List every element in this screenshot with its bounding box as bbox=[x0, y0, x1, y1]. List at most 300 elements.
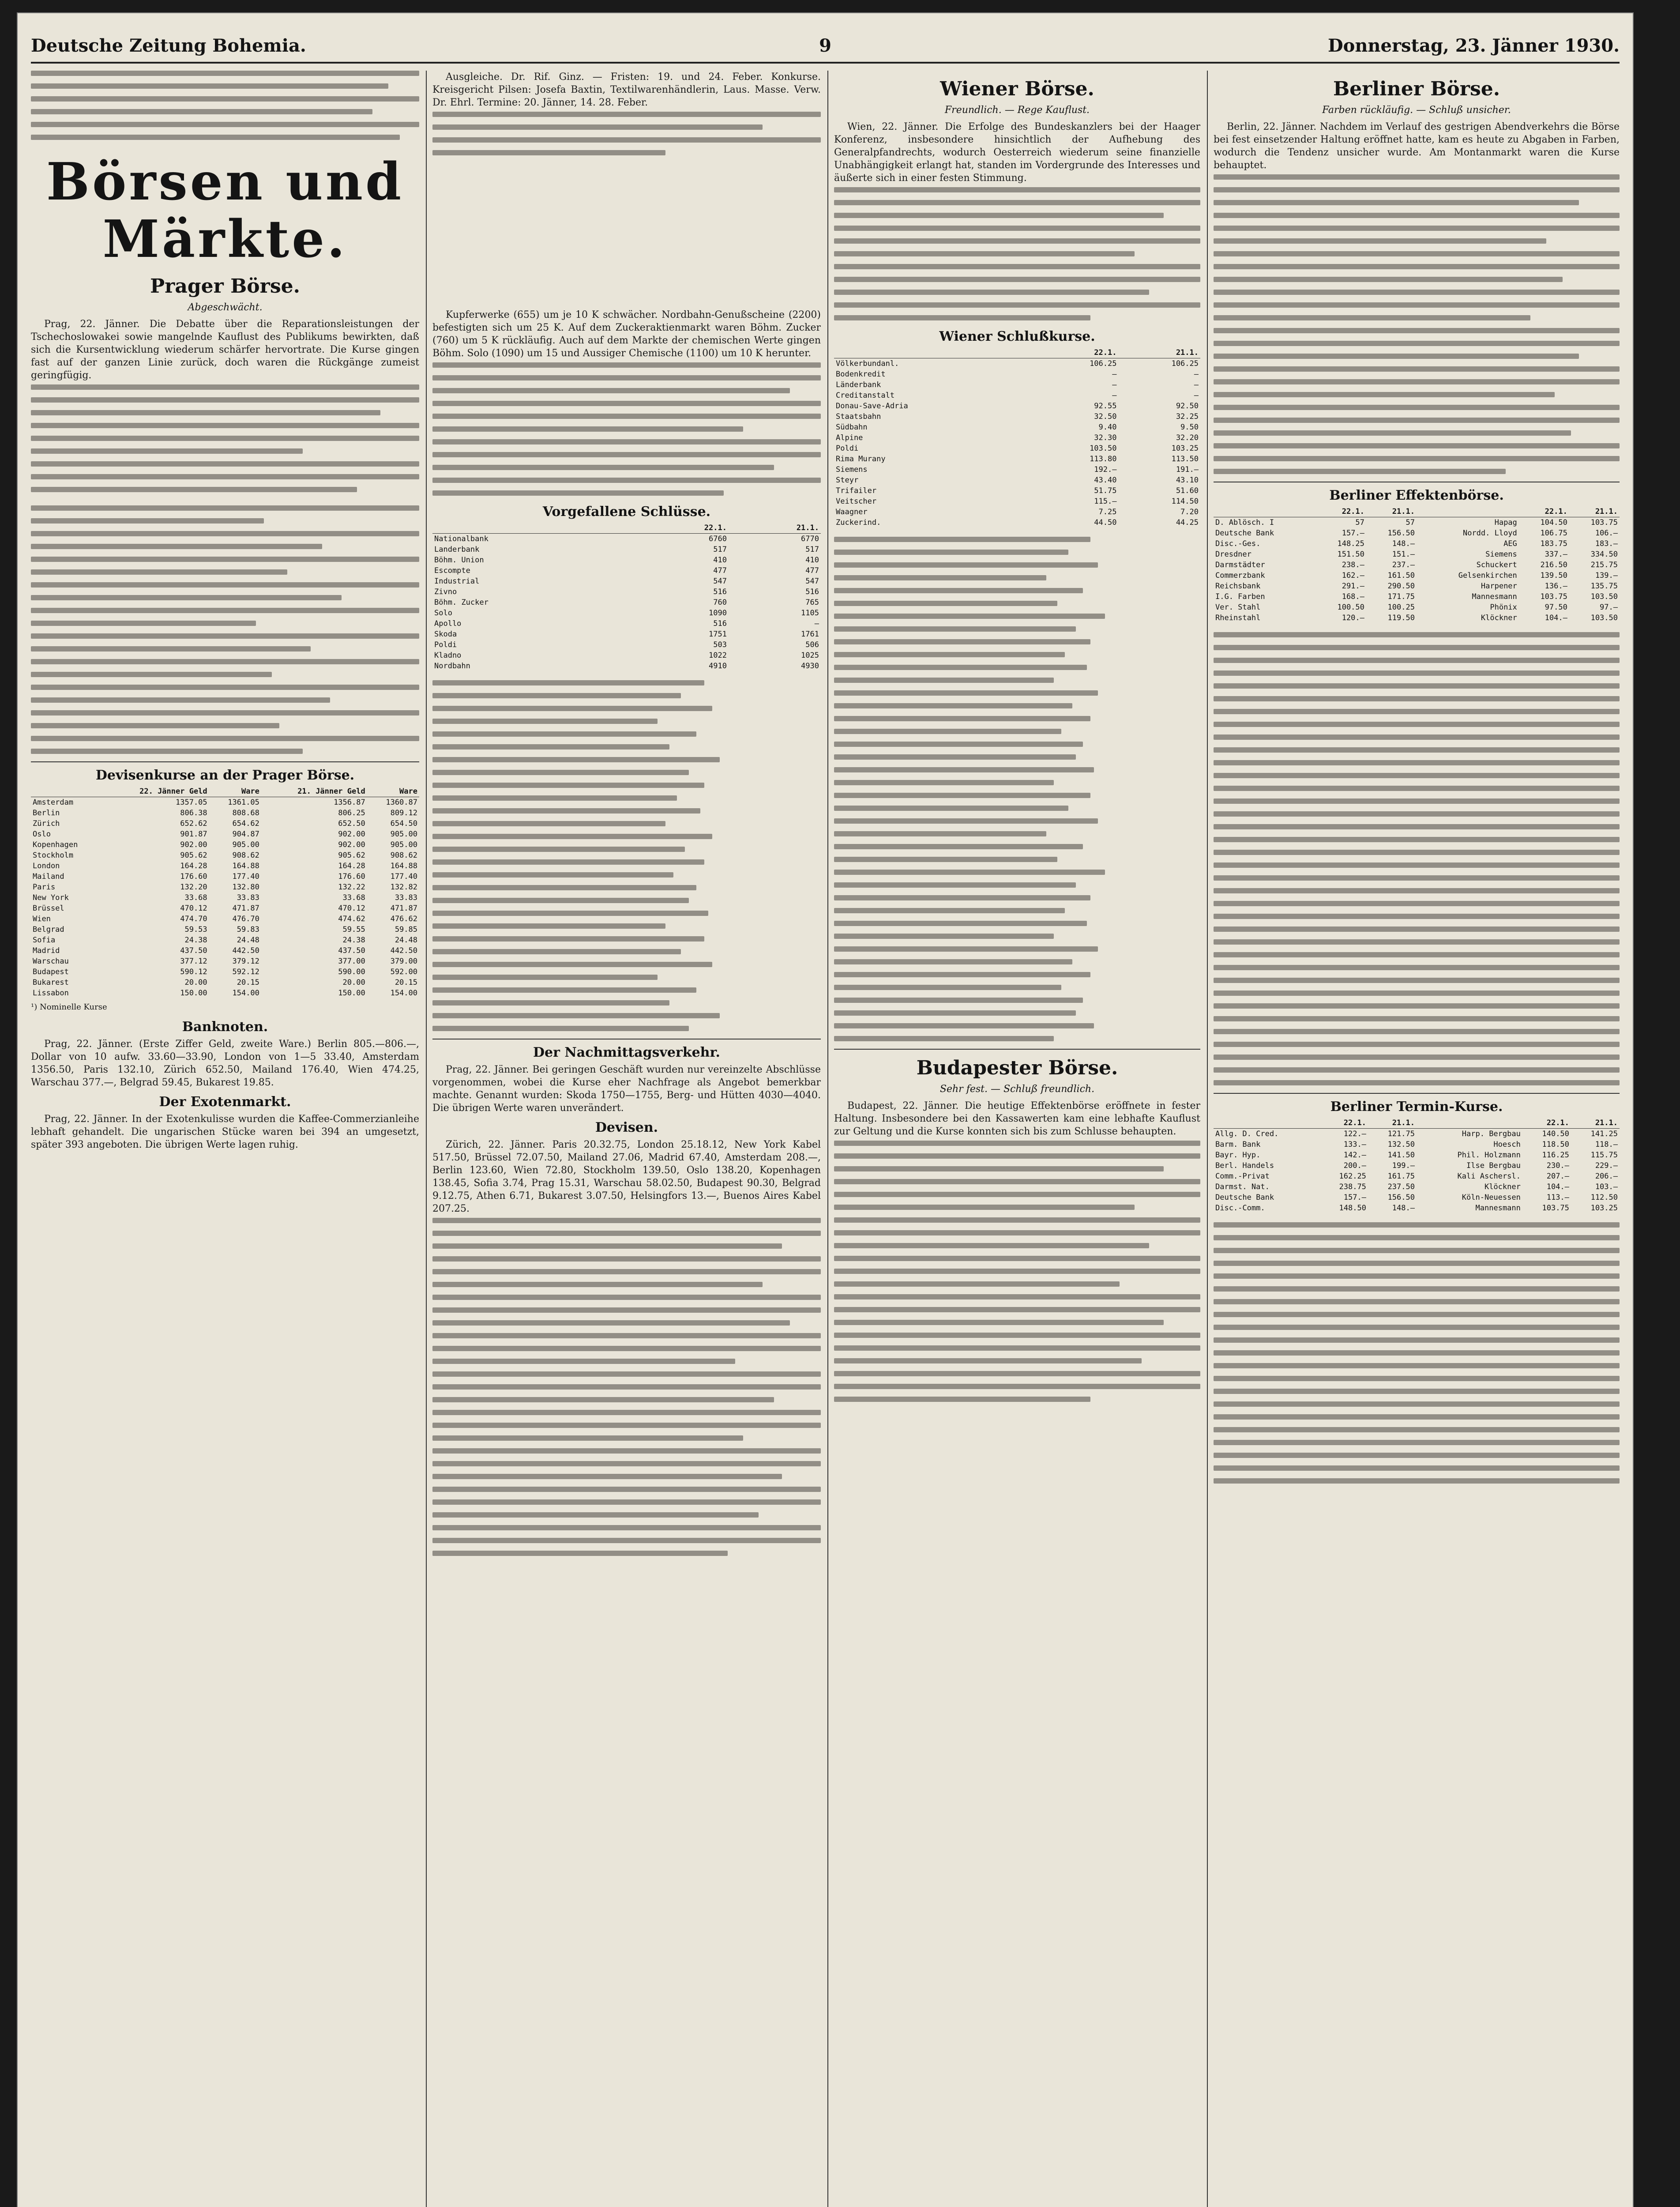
effekten-cell: 183.75 bbox=[1540, 539, 1567, 548]
devisen-row bbox=[31, 914, 419, 924]
termin-col-header: 22.1. bbox=[1522, 1118, 1571, 1129]
effekten-cell: Disc.-Ges. bbox=[1215, 539, 1261, 548]
devisen-cell: 437.50 bbox=[338, 946, 365, 955]
budapest-report: Budapest, 22. Jänner. Die heutige Effektenbörse eröffnete in fester Haltung. Insbesondere bei den Kassawerten kam eine lebhafte Kauflust zur Geltung und die Kurse konnten sich bis zum Schlusse behaupten. bbox=[834, 1100, 1200, 1137]
wien-schluss-col-header bbox=[834, 347, 1037, 358]
schluss-cell: 517 bbox=[805, 545, 819, 554]
devisen-cell: Wien bbox=[33, 915, 51, 923]
exoten-title: Der Exotenmarkt. bbox=[159, 1094, 291, 1110]
devisen2-text: Zürich, 22. Jänner. Paris 20.32.75, London 25.18.12, New York Kabel 517.50, Brüssel 72.07.50, Mailand 27.06, Madrid 67.40, Amsterdam 208.—, Berlin 123.60, Wien 72.80, Stockholm 139.50, Oslo 138.20, Kopenhagen 138.45, Sofia 3.74, Prag 15.31, Warschau 58.02.50, Budapest 90.30, Belgrad 9.12.75, Athen 6.71, Bukarest 3.07.50, Helsingfors 13.—, Buenos Aires Kabel 207.25. bbox=[432, 1139, 821, 1214]
schluss-cell: 506 bbox=[805, 640, 819, 649]
schluesse-table bbox=[432, 523, 821, 671]
termin-col-header bbox=[1417, 1118, 1522, 1129]
berlin-report-continued bbox=[1214, 174, 1620, 474]
wien-schluss-cell: 103.25 bbox=[1171, 444, 1199, 453]
schluesse-title: Vorgefallene Schlüsse. bbox=[542, 504, 711, 520]
schluss-row bbox=[432, 565, 821, 576]
wien-schluss-cell: Donau-Save-Adria bbox=[836, 402, 908, 411]
devisen-cell: 470.12 bbox=[180, 904, 207, 913]
schluss-row bbox=[432, 534, 821, 545]
termin-more-quotes bbox=[1214, 1222, 1620, 1484]
wien-schluss-cell: — bbox=[1112, 391, 1117, 400]
devisen-cell: 590.12 bbox=[180, 968, 207, 976]
termin-cell: 162.25 bbox=[1339, 1172, 1366, 1181]
devisen-row bbox=[31, 977, 419, 988]
wien-schluss-cell: 43.40 bbox=[1094, 476, 1117, 485]
termin-cell: 148.— bbox=[1392, 1204, 1415, 1213]
effekten-cell: 148.25 bbox=[1337, 539, 1364, 548]
devisen-col-header: 22. Jänner Geld bbox=[103, 786, 209, 797]
devisen-row bbox=[31, 988, 419, 998]
devisen-cell: 905.62 bbox=[338, 851, 365, 860]
devisen-cell: 24.38 bbox=[342, 936, 365, 945]
devisen-row bbox=[31, 967, 419, 977]
termin-row bbox=[1214, 1203, 1620, 1213]
termin-cell: 161.75 bbox=[1387, 1172, 1415, 1181]
schluss-cell: Solo bbox=[434, 609, 452, 618]
devisen-cell: 1360.87 bbox=[386, 798, 417, 807]
devisen-cell: 905.00 bbox=[232, 840, 259, 849]
effekten-row bbox=[1214, 613, 1620, 623]
schluss-col-header bbox=[432, 523, 636, 534]
column-3 bbox=[834, 71, 1200, 2207]
schluss-row bbox=[432, 618, 821, 629]
page-header bbox=[31, 31, 1620, 64]
effekten-cell: Klöckner bbox=[1481, 614, 1517, 622]
devisen-cell: Stockholm bbox=[33, 851, 74, 860]
effekten-cell: Hapag bbox=[1494, 518, 1517, 527]
effekten-row bbox=[1214, 581, 1620, 591]
schluss-row bbox=[432, 640, 821, 650]
effekten-cell: Harpener bbox=[1481, 582, 1517, 591]
wien-schluss-cell: Steyr bbox=[836, 476, 859, 485]
devisen-row bbox=[31, 840, 419, 850]
wien-schluss-cell: 106.25 bbox=[1090, 359, 1117, 368]
schluss-cell: Nordbahn bbox=[434, 662, 470, 670]
termin-cell: Kali Aschersl. bbox=[1457, 1172, 1521, 1181]
wien-schluss-col-header: 21.1. bbox=[1118, 347, 1200, 358]
wien-schluss-cell: 92.50 bbox=[1176, 402, 1199, 411]
wien-schluss-cell: 191.— bbox=[1176, 465, 1199, 474]
schluss-cell: 516 bbox=[713, 588, 727, 596]
wien-tag: Freundlich. — Rege Kauflust. bbox=[944, 105, 1090, 116]
effekten-cell: 139.— bbox=[1595, 571, 1618, 580]
devisen-cell: Warschau bbox=[33, 957, 69, 966]
devisen-cell: Amsterdam bbox=[33, 798, 74, 807]
devisen-cell: 590.00 bbox=[338, 968, 365, 976]
devisen-cell: 905.62 bbox=[180, 851, 207, 860]
effekten-col-header: 21.1. bbox=[1366, 506, 1417, 517]
schluss-cell: Zivno bbox=[434, 588, 457, 596]
devisen-col-header: Ware bbox=[209, 786, 261, 797]
devisen-section-title: Devisenkurse an der Prager Börse. bbox=[95, 768, 355, 783]
effekten-cell: 104.50 bbox=[1540, 518, 1567, 527]
devisen-cell: 33.68 bbox=[184, 893, 207, 902]
devisen-cell: 177.40 bbox=[232, 872, 259, 881]
termin-row bbox=[1214, 1182, 1620, 1192]
effekten-row bbox=[1214, 528, 1620, 539]
wien-schluss-row bbox=[834, 464, 1200, 475]
schluss-cell: Nationalbank bbox=[434, 535, 489, 543]
termin-cell: 199.— bbox=[1392, 1161, 1415, 1170]
prague-report-continued bbox=[31, 384, 419, 492]
effekten-cell: Commerzbank bbox=[1215, 571, 1265, 580]
effekten-row bbox=[1214, 549, 1620, 560]
schluss-cell: 1090 bbox=[709, 609, 727, 618]
effekten-cell: 97.50 bbox=[1545, 603, 1567, 612]
wien-schluss-cell: Veitscher bbox=[836, 497, 877, 506]
schluss-row bbox=[432, 608, 821, 618]
wien-schluss-cell: Zuckerind. bbox=[836, 518, 881, 527]
termin-row bbox=[1214, 1129, 1620, 1140]
devisen-cell: 132.20 bbox=[180, 883, 207, 892]
effekten-cell: Rheinstahl bbox=[1215, 614, 1261, 622]
devisen-cell: 474.70 bbox=[180, 915, 207, 923]
exoten-text: Prag, 22. Jänner. In der Exotenkulisse wurden die Kaffee-Commerzianleihe lebhaft gehandelt. Die ungarischen Stücke waren bei 394 an umgesetzt, später 393 angeboten. Die übrigen Werte lagen ruhig. bbox=[31, 1114, 419, 1150]
devisen-row bbox=[31, 850, 419, 861]
wien-schluss-cell: Poldi bbox=[836, 444, 859, 453]
devisen-row bbox=[31, 903, 419, 914]
schluss-cell: 1751 bbox=[709, 630, 727, 639]
effekten-row bbox=[1214, 539, 1620, 549]
wien-schluss-cell: 32.20 bbox=[1176, 433, 1199, 442]
termin-cell: Hoesch bbox=[1493, 1140, 1521, 1149]
termin-cell: 132.50 bbox=[1387, 1140, 1415, 1149]
devisen-cell: 164.28 bbox=[338, 862, 365, 870]
schluss-cell: Skoda bbox=[434, 630, 457, 639]
wien-schluss-row bbox=[834, 369, 1200, 380]
devisen-col-header: Ware bbox=[367, 786, 419, 797]
schluss-cell: 477 bbox=[713, 566, 727, 575]
termin-cell: Köln-Neuessen bbox=[1462, 1193, 1521, 1202]
wien-schluss-cell: 103.50 bbox=[1090, 444, 1117, 453]
devisen-cell: Paris bbox=[33, 883, 56, 892]
devisen-row bbox=[31, 808, 419, 818]
schluss-row bbox=[432, 629, 821, 640]
devisen2-continued bbox=[432, 1218, 821, 1556]
schluss-cell: 6770 bbox=[801, 535, 819, 543]
devisen-cell: 132.82 bbox=[390, 883, 417, 892]
devisen-cell: 471.87 bbox=[232, 904, 259, 913]
devisen-row bbox=[31, 829, 419, 840]
schluss-row bbox=[432, 661, 821, 671]
termin-cell: 133.— bbox=[1343, 1140, 1366, 1149]
termin-cell: Phil. Holzmann bbox=[1457, 1151, 1521, 1160]
nachmittag-text: Prag, 22. Jänner. Bei geringen Geschäft wurden nur vereinzelte Abschlüsse vorgenommen, wobei die Kurse eher Nachfrage als Angebot bemerkbar machte. Genannt wurden: Skoda 1750—1755, Berg- und Hütten 4030—4040. Die übrigen Werte waren unverändert. bbox=[432, 1064, 821, 1114]
wien-schluss-cell: — bbox=[1194, 370, 1199, 379]
devisen-table bbox=[31, 786, 419, 998]
prague-section-tag: Abgeschwächt. bbox=[188, 302, 263, 313]
effekten-cell: 97.— bbox=[1600, 603, 1618, 612]
column-4 bbox=[1214, 71, 1620, 2207]
schluss-col-header: 21.1. bbox=[729, 523, 821, 534]
wien-schluss-row bbox=[834, 507, 1200, 517]
wien-schluss-row bbox=[834, 411, 1200, 422]
market-text-continued bbox=[432, 362, 821, 496]
effekten-more-quotes bbox=[1214, 632, 1620, 1085]
devisen-cell: 59.83 bbox=[237, 925, 259, 934]
schluss-cell: 1761 bbox=[801, 630, 819, 639]
termin-cell: Barm. Bank bbox=[1215, 1140, 1261, 1149]
devisen-cell: 905.00 bbox=[390, 840, 417, 849]
devisen-cell: 164.28 bbox=[180, 862, 207, 870]
wien-schluss-cell: Alpine bbox=[836, 433, 863, 442]
devisen-cell: 33.83 bbox=[395, 893, 417, 902]
effekten-cell: 106.— bbox=[1595, 529, 1618, 538]
devisen-cell: 20.15 bbox=[395, 978, 417, 987]
devisen-cell: 150.00 bbox=[338, 989, 365, 998]
devisen-cell: 379.00 bbox=[390, 957, 417, 966]
devisen-cell: 654.50 bbox=[390, 819, 417, 828]
effekten-cell: 183.— bbox=[1595, 539, 1618, 548]
effekten-cell: Ver. Stahl bbox=[1215, 603, 1261, 612]
wien-schluss-cell: 32.25 bbox=[1176, 412, 1199, 421]
wien-schluss-row bbox=[834, 486, 1200, 496]
devisen-cell: 437.50 bbox=[180, 946, 207, 955]
schluss-row bbox=[432, 650, 821, 661]
wien-schluss-cell: Völkerbundanl. bbox=[836, 359, 899, 368]
termin-cell: 116.25 bbox=[1542, 1151, 1569, 1160]
termin-cell: 118.50 bbox=[1542, 1140, 1569, 1149]
effekten-cell: 100.25 bbox=[1387, 603, 1415, 612]
wien-report: Wien, 22. Jänner. Die Erfolge des Bundeskanzlers bei der Haager Konferenz, insbesondere hinsichtlich der Aufhebung des Generalpfandrechts, wodurch Oesterreich wiederum seine finanzielle Unabhängigkeit erlangt hat, standen im Vordergrunde des Interesses und äußerte sich in einer festen Stimmung. bbox=[834, 121, 1200, 184]
devisen-cell: 154.00 bbox=[390, 989, 417, 998]
schluss-cell: 4930 bbox=[801, 662, 819, 670]
devisen-cell: 1356.87 bbox=[334, 798, 365, 807]
newspaper-name: Deutsche Zeitung Bohemia. bbox=[31, 35, 306, 56]
devisen-cell: 176.60 bbox=[180, 872, 207, 881]
devisen-row bbox=[31, 893, 419, 903]
schluss-cell: 1025 bbox=[801, 651, 819, 660]
devisen-cell: Sofia bbox=[33, 936, 56, 945]
devisen-cell: 20.00 bbox=[342, 978, 365, 987]
wien-schluss-row bbox=[834, 433, 1200, 443]
devisen-cell: 442.50 bbox=[390, 946, 417, 955]
termin-cell: 206.— bbox=[1595, 1172, 1618, 1181]
effekten-title: Berliner Effektenbörse. bbox=[1329, 488, 1504, 503]
more-quotes-placeholder bbox=[432, 680, 821, 1031]
devisen-cell: 654.62 bbox=[232, 819, 259, 828]
effekten-cell: 57 bbox=[1406, 518, 1415, 527]
devisen-cell: 652.50 bbox=[338, 819, 365, 828]
devisen-cell: New York bbox=[33, 893, 69, 902]
termin-col-header: 22.1. bbox=[1319, 1118, 1368, 1129]
effekten-cell: 119.50 bbox=[1387, 614, 1415, 622]
devisen-col-header: 21. Jänner Geld bbox=[261, 786, 367, 797]
devisen-cell: Brüssel bbox=[33, 904, 64, 913]
effekten-cell: 162.— bbox=[1342, 571, 1364, 580]
devisen-cell: 901.87 bbox=[180, 830, 207, 839]
schluss-cell: 410 bbox=[713, 556, 727, 565]
wien-schluss-cell: 51.75 bbox=[1094, 486, 1117, 495]
termin-cell: Darmst. Nat. bbox=[1215, 1183, 1270, 1191]
termin-cell: 103.75 bbox=[1542, 1204, 1569, 1213]
wien-schluss-cell: 32.50 bbox=[1094, 412, 1117, 421]
termin-cell: Harp. Bergbau bbox=[1462, 1130, 1521, 1138]
wien-schluss-cell: Rima Murany bbox=[836, 455, 886, 463]
schluss-cell: Kladno bbox=[434, 651, 462, 660]
effekten-cell: 334.50 bbox=[1590, 550, 1618, 559]
effekten-col-header: 22.1. bbox=[1316, 506, 1366, 517]
termin-cell: 103.25 bbox=[1590, 1204, 1618, 1213]
devisen-cell: 176.60 bbox=[338, 872, 365, 881]
wien-schluss-cell: 32.30 bbox=[1094, 433, 1117, 442]
wien-schluss-col-header: 22.1. bbox=[1037, 347, 1119, 358]
wien-schluss-row bbox=[834, 422, 1200, 433]
devisen-cell: 164.88 bbox=[232, 862, 259, 870]
devisen-cell: 33.83 bbox=[237, 893, 259, 902]
schluss-cell: Landerbank bbox=[434, 545, 480, 554]
devisen-cell: 164.88 bbox=[390, 862, 417, 870]
devisen-cell: 59.85 bbox=[395, 925, 417, 934]
budapest-tag: Sehr fest. — Schluß freundlich. bbox=[940, 1084, 1095, 1095]
schluss-cell: Poldi bbox=[434, 640, 457, 649]
termin-cell: Allg. D. Cred. bbox=[1215, 1130, 1279, 1138]
nachmittag-title: Der Nachmittagsverkehr. bbox=[533, 1045, 720, 1060]
termin-cell: 121.75 bbox=[1387, 1130, 1415, 1138]
effekten-cell: D. Ablösch. I bbox=[1215, 518, 1274, 527]
termin-cell: 115.75 bbox=[1590, 1151, 1618, 1160]
wien-schluss-cell: 44.25 bbox=[1176, 518, 1199, 527]
devisen-row bbox=[31, 924, 419, 935]
devisen2-title: Devisen. bbox=[595, 1120, 658, 1135]
effekten-col-header bbox=[1417, 506, 1519, 517]
devisen-cell: 806.25 bbox=[338, 809, 365, 817]
wien-schluss-row bbox=[834, 496, 1200, 507]
wien-schluss-cell: 43.10 bbox=[1176, 476, 1199, 485]
devisen-cell: Oslo bbox=[33, 830, 51, 839]
devisen-cell: 59.53 bbox=[184, 925, 207, 934]
devisen-col-header bbox=[31, 786, 103, 797]
effekten-cell: Darmstädter bbox=[1215, 561, 1265, 569]
schluss-cell: 6760 bbox=[709, 535, 727, 543]
effekten-cell: 291.— bbox=[1342, 582, 1364, 591]
effekten-cell: 151.50 bbox=[1337, 550, 1364, 559]
termin-cell: Mannesmann bbox=[1475, 1204, 1521, 1213]
devisen-cell: 902.00 bbox=[180, 840, 207, 849]
effekten-row bbox=[1214, 570, 1620, 581]
termin-cell: 230.— bbox=[1546, 1161, 1569, 1170]
devisen-cell: 908.62 bbox=[232, 851, 259, 860]
devisen-cell: Berlin bbox=[33, 809, 60, 817]
effekten-cell: AEG bbox=[1503, 539, 1517, 548]
devisen-cell: Zürich bbox=[33, 819, 60, 828]
devisen-cell: 592.00 bbox=[390, 968, 417, 976]
wien-schluss-row bbox=[834, 380, 1200, 390]
effekten-cell: 120.— bbox=[1342, 614, 1364, 622]
effekten-table bbox=[1214, 506, 1620, 623]
schluss-cell: 410 bbox=[805, 556, 819, 565]
schluss-cell: 516 bbox=[713, 619, 727, 628]
market-text: Kupferwerke (655) um je 10 K schwächer. Nordbahn-Genußscheine (2200) befestigten sich um 25 K. Auf dem Zuckeraktienmarkt waren Böhm. Zucker (760) um 5 K rückläufig. Auch auf dem Markte der chemischen Werte gingen Böhm. Solo (1090) um 15 und Aussiger Chemische (1100) um 10 K herunter. bbox=[432, 309, 821, 359]
termin-row bbox=[1214, 1150, 1620, 1160]
budapest-title: Budapester Börse. bbox=[916, 1057, 1118, 1079]
termin-cell: 238.75 bbox=[1339, 1183, 1366, 1191]
devisen-cell: 377.00 bbox=[338, 957, 365, 966]
devisen-note: ¹) Nominelle Kurse bbox=[31, 1002, 107, 1012]
termin-row bbox=[1214, 1160, 1620, 1171]
schluss-cell: 765 bbox=[805, 598, 819, 607]
termin-col-header bbox=[1214, 1118, 1319, 1129]
termin-row bbox=[1214, 1192, 1620, 1203]
wien-schluss-cell: — bbox=[1194, 391, 1199, 400]
termin-cell: 122.— bbox=[1343, 1130, 1366, 1138]
termin-cell: 141.25 bbox=[1590, 1130, 1618, 1138]
wien-title: Wiener Börse. bbox=[940, 78, 1094, 100]
devisen-cell: Belgrad bbox=[33, 925, 64, 934]
budapest-report-continued bbox=[834, 1141, 1200, 1402]
effekten-cell: 136.— bbox=[1545, 582, 1567, 591]
devisen-cell: 377.12 bbox=[180, 957, 207, 966]
effekten-cell: 57 bbox=[1355, 518, 1364, 527]
wien-schluss-cell: 44.50 bbox=[1094, 518, 1117, 527]
wien-schluss-cell: Staatsbahn bbox=[836, 412, 881, 421]
intro-col2-continued bbox=[432, 112, 821, 155]
termin-cell: 207.— bbox=[1546, 1172, 1569, 1181]
effekten-col-header: 22.1. bbox=[1519, 506, 1569, 517]
devisen-cell: 1357.05 bbox=[176, 798, 207, 807]
effekten-cell: Dresdner bbox=[1215, 550, 1252, 559]
effekten-row bbox=[1214, 517, 1620, 528]
effekten-row bbox=[1214, 602, 1620, 613]
devisen-row bbox=[31, 956, 419, 967]
schluss-cell: 516 bbox=[805, 588, 819, 596]
wien-schluss-cell: Siemens bbox=[836, 465, 868, 474]
termin-cell: 156.50 bbox=[1387, 1193, 1415, 1202]
banknoten-text: Prag, 22. Jänner. (Erste Ziffer Geld, zweite Ware.) Berlin 805.—806.—, Dollar von 10 aufw. 33.60—33.90, London von 1—5 33.40, Amsterdam 1356.50, Paris 132.10, Zürich 652.50, Mailand 176.40, Wien 474.25, Warschau 377.—, Belgrad 59.45, Bukarest 19.85. bbox=[31, 1039, 419, 1088]
termin-cell: 112.50 bbox=[1590, 1193, 1618, 1202]
schluss-cell: 760 bbox=[713, 598, 727, 607]
termin-col-header: 21.1. bbox=[1368, 1118, 1417, 1129]
devisen-cell: 59.55 bbox=[342, 925, 365, 934]
banknoten-title: Banknoten. bbox=[182, 1019, 268, 1035]
termin-title: Berliner Termin-Kurse. bbox=[1330, 1099, 1503, 1115]
devisen-cell: 902.00 bbox=[338, 830, 365, 839]
effekten-cell: 103.75 bbox=[1590, 518, 1618, 527]
effekten-cell: 139.50 bbox=[1540, 571, 1567, 580]
termin-row bbox=[1214, 1139, 1620, 1150]
effekten-cell: Reichsbank bbox=[1215, 582, 1261, 591]
schluss-cell: Industrial bbox=[434, 577, 480, 586]
wien-schluss-cell: Trifailer bbox=[836, 486, 877, 495]
wien-schluss-title: Wiener Schlußkurse. bbox=[939, 329, 1095, 344]
effekten-cell: 237.— bbox=[1392, 561, 1415, 569]
devisen-cell: 806.38 bbox=[180, 809, 207, 817]
wien-schluss-row bbox=[834, 475, 1200, 486]
schluss-cell: Apollo bbox=[434, 619, 462, 628]
devisen-cell: 902.00 bbox=[338, 840, 365, 849]
termin-row bbox=[1214, 1171, 1620, 1182]
effekten-cell: 103.50 bbox=[1590, 614, 1618, 622]
devisen-row bbox=[31, 861, 419, 871]
page-number: 9 bbox=[819, 35, 831, 56]
wien-schluss-row bbox=[834, 390, 1200, 401]
schluss-cell: 503 bbox=[713, 640, 727, 649]
effekten-cell: Phönix bbox=[1490, 603, 1517, 612]
effekten-cell: 168.— bbox=[1342, 592, 1364, 601]
wien-schluss-row bbox=[834, 358, 1200, 369]
schluss-cell: 547 bbox=[805, 577, 819, 586]
devisen-cell: 177.40 bbox=[390, 872, 417, 881]
wien-schluss-cell: 51.60 bbox=[1176, 486, 1199, 495]
devisen-cell: 908.62 bbox=[390, 851, 417, 860]
termin-table bbox=[1214, 1118, 1620, 1213]
effekten-cell: 104.— bbox=[1545, 614, 1567, 622]
wien-schluss-row bbox=[834, 401, 1200, 411]
schluss-cell: 547 bbox=[713, 577, 727, 586]
effekten-cell: 148.— bbox=[1392, 539, 1415, 548]
termin-cell: 157.— bbox=[1343, 1193, 1366, 1202]
